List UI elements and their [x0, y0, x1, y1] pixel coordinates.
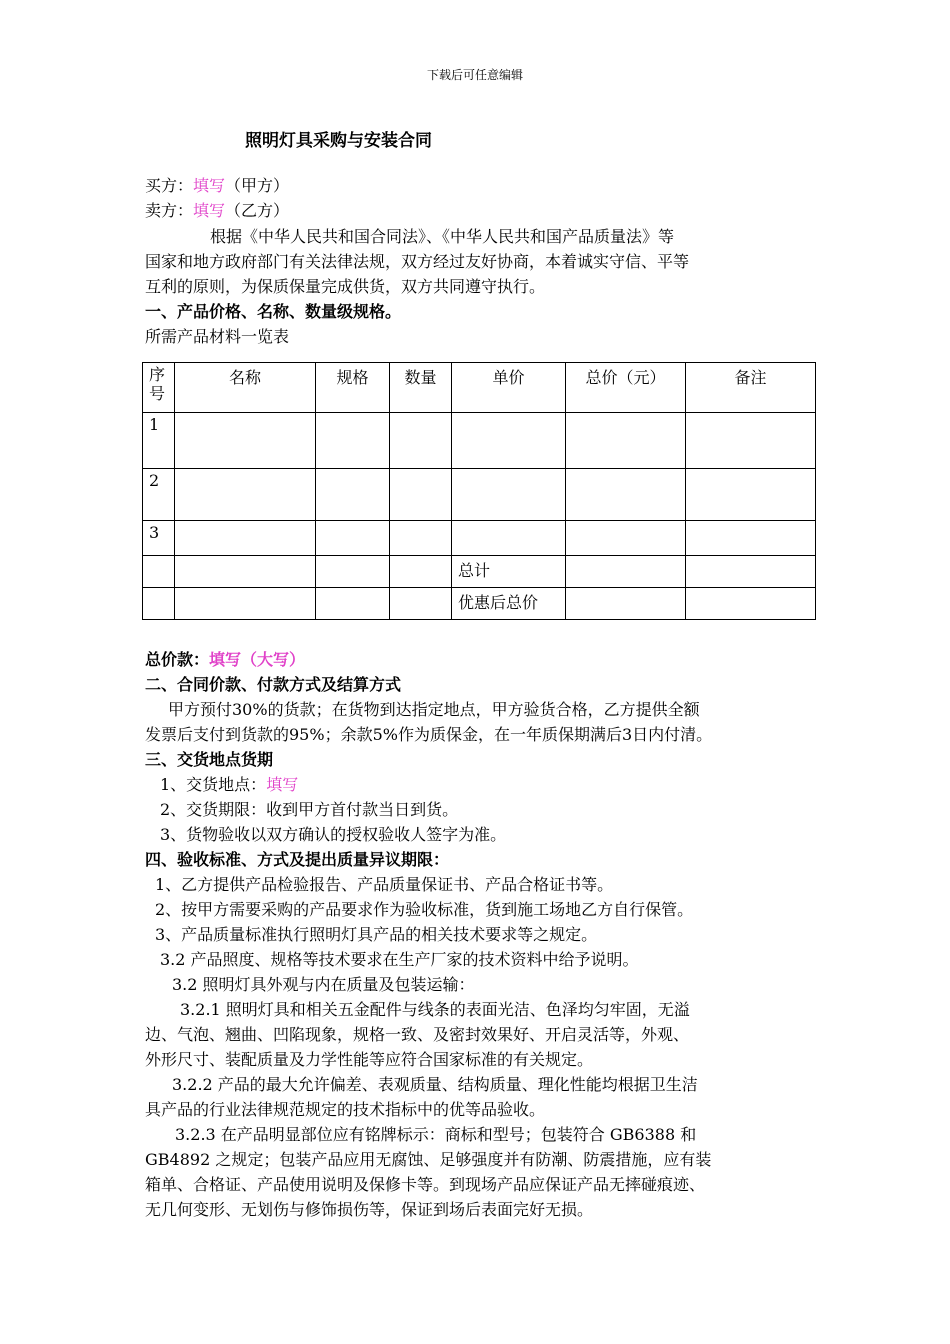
blank-cell — [143, 556, 175, 588]
seller-line — [145, 201, 289, 221]
section3-item-3: 3、货物验收以双方确认的授权验收人签字为准。 — [160, 825, 507, 844]
section3-heading: 三、交货地点货期 — [145, 750, 274, 769]
clause-323-line-2: GB4892 之规定；包装产品应用无腐蚀、足够强度并有防潮、防震措施，应有装 — [145, 1150, 712, 1169]
total-label: 总计 — [452, 556, 566, 588]
cell-total-remark[interactable] — [686, 556, 816, 588]
cell-total-value[interactable] — [566, 556, 686, 588]
row-index: 2 — [143, 469, 175, 521]
header-index: 序号 — [143, 363, 175, 413]
buyer-suffix: （甲方） — [225, 176, 290, 195]
cell-discount-remark[interactable] — [686, 588, 816, 620]
row-index: 3 — [143, 521, 175, 556]
clause-323-line-3: 箱单、合格证、产品使用说明及保修卡等。到现场产品应保证产品无摔碰痕迹、 — [145, 1175, 706, 1194]
section2-line-1: 甲方预付30%的货款；在货物到达指定地点，甲方验货合格，乙方提供全额 — [168, 700, 700, 719]
blank-cell — [143, 588, 175, 620]
blank-cell — [175, 588, 316, 620]
section3-item-2: 2、交货期限：收到甲方首付款当日到货。 — [160, 800, 459, 819]
clause-321-line-3: 外形尺寸、装配质量及力学性能等应符合国家标准的有关规定。 — [145, 1050, 594, 1069]
row-index: 1 — [143, 413, 175, 469]
cell-unit-price[interactable] — [452, 413, 566, 469]
clause-322-line-1: 3.2.2 产品的最大允许偏差、表观质量、结构质量、理化性能均根据卫生洁 — [172, 1075, 698, 1094]
header-quantity: 数量 — [390, 363, 452, 413]
section4-item-4: 3.2 产品照度、规格等技术要求在生产厂家的技术资料中给予说明。 — [160, 950, 639, 969]
intro-line-3: 互利的原则，为保质保量完成供货，双方共同遵守执行。 — [145, 277, 546, 296]
blank-cell — [316, 588, 390, 620]
clause-321-line-2: 边、气泡、翘曲、凹陷现象，规格一致、及密封效果好、开启灵活等，外观、 — [145, 1025, 690, 1044]
header-note: 下载后可任意编辑 — [426, 68, 523, 82]
blank-cell — [390, 556, 452, 588]
cell-unit-price[interactable] — [452, 469, 566, 521]
table-row — [143, 469, 816, 521]
delivery-location-value: 填写 — [266, 775, 299, 794]
seller-suffix: （乙方） — [225, 201, 290, 220]
total-price-value: 填写（大写） — [209, 650, 306, 669]
blank-cell — [175, 556, 316, 588]
cell-total-price[interactable] — [566, 521, 686, 556]
table-row — [143, 521, 816, 556]
section4-item-2: 2、按甲方需要采购的产品要求作为验收标准，货到施工场地乙方自行保管。 — [155, 900, 694, 919]
section2-line-2: 发票后支付到货款的95%；余款5%作为质保金，在一年质保期满后3日内付清。 — [145, 725, 713, 744]
total-row — [143, 556, 816, 588]
section4-heading: 四、验收标准、方式及提出质量异议期限： — [145, 850, 450, 869]
blank-cell — [316, 556, 390, 588]
buyer-value: 填写 — [193, 176, 226, 195]
intro-line-2: 国家和地方政府部门有关法律法规，双方经过友好协商，本着诚实守信、平等 — [145, 252, 690, 271]
document-title: 照明灯具采购与安装合同 — [245, 131, 432, 151]
cell-unit-price[interactable] — [452, 521, 566, 556]
header-total-price: 总价（元） — [566, 363, 686, 413]
section4-item-5: 3.2 照明灯具外观与内在质量及包装运输： — [172, 975, 475, 994]
cell-spec[interactable] — [316, 413, 390, 469]
section4-item-3: 3、产品质量标准执行照明灯具产品的相关技术要求等之规定。 — [155, 925, 598, 944]
blank-cell — [390, 588, 452, 620]
cell-spec[interactable] — [316, 469, 390, 521]
cell-quantity[interactable] — [390, 413, 452, 469]
buyer-line — [145, 176, 289, 196]
header-spec: 规格 — [316, 363, 390, 413]
table-header-row — [143, 363, 816, 413]
cell-remark[interactable] — [686, 469, 816, 521]
total-price-label: 总价款： — [145, 650, 210, 669]
table-caption: 所需产品材料一览表 — [145, 327, 290, 346]
cell-name[interactable] — [175, 469, 316, 521]
cell-quantity[interactable] — [390, 469, 452, 521]
seller-label: 卖方： — [145, 201, 194, 220]
total-price-line — [145, 650, 305, 670]
clause-323-line-4: 无几何变形、无划伤与修饰损伤等，保证到场后表面完好无损。 — [145, 1200, 594, 1219]
header-name: 名称 — [175, 363, 316, 413]
table-row — [143, 413, 816, 469]
clause-323-line-1: 3.2.3 在产品明显部位应有铭牌标示：商标和型号；包装符合 GB6388 和 — [175, 1125, 697, 1144]
cell-total-price[interactable] — [566, 469, 686, 521]
discount-label: 优惠后总价 — [452, 588, 566, 620]
section2-heading: 二、合同价款、付款方式及结算方式 — [145, 675, 402, 694]
intro-line-1: 根据《中华人民共和国合同法》、《中华人民共和国产品质量法》等 — [210, 227, 675, 246]
discount-row — [143, 588, 816, 620]
delivery-location-label: 1、交货地点： — [160, 775, 267, 794]
section3-item-1 — [160, 775, 298, 795]
section4-item-1: 1、乙方提供产品检验报告、产品质量保证书、产品合格证书等。 — [155, 875, 614, 894]
seller-value: 填写 — [193, 201, 226, 220]
header-remark: 备注 — [686, 363, 816, 413]
product-table — [142, 362, 816, 620]
header-unit-price: 单价 — [452, 363, 566, 413]
clause-321-line-1: 3.2.1 照明灯具和相关五金配件与线条的表面光洁、色泽均匀牢固，无溢 — [180, 1000, 690, 1019]
cell-discount-value[interactable] — [566, 588, 686, 620]
cell-quantity[interactable] — [390, 521, 452, 556]
section1-heading: 一、产品价格、名称、数量级规格。 — [145, 302, 402, 321]
cell-spec[interactable] — [316, 521, 390, 556]
cell-remark[interactable] — [686, 521, 816, 556]
buyer-label: 买方： — [145, 176, 194, 195]
cell-name[interactable] — [175, 521, 316, 556]
clause-322-line-2: 具产品的行业法律规范规定的技术指标中的优等品验收。 — [145, 1100, 546, 1119]
cell-remark[interactable] — [686, 413, 816, 469]
cell-total-price[interactable] — [566, 413, 686, 469]
cell-name[interactable] — [175, 413, 316, 469]
